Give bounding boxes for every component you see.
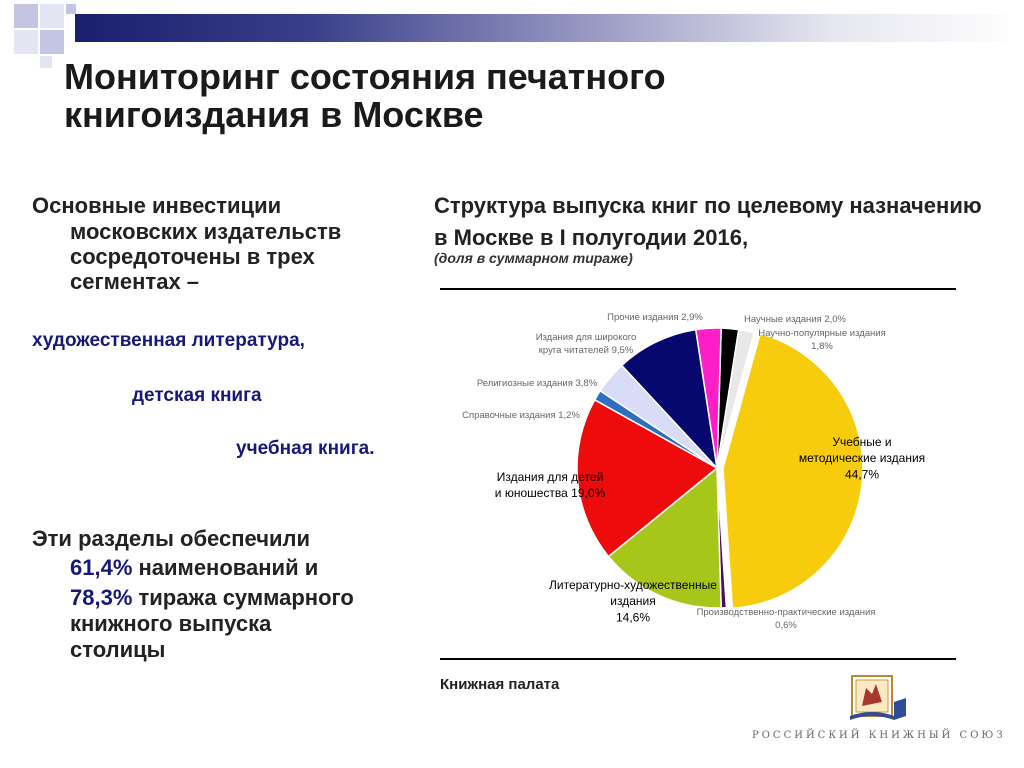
- pie-slice-label: Научные издания 2,0%: [743, 314, 847, 325]
- intro-line: сегментах –: [70, 269, 200, 294]
- pie-slice: [723, 334, 863, 609]
- pie-slice-label: Научно-популярные издания 1,8%: [758, 328, 886, 352]
- result-percent: 61,4%: [70, 555, 133, 580]
- chart-title: Структура выпуска книг по целевому назначению в Москве в I полугодии 2016,: [434, 193, 982, 250]
- result-line: Эти разделы обеспечили: [32, 526, 310, 551]
- pie-slice-label: Литературно-художественные издания 14,6%: [549, 578, 717, 625]
- pie-slices: [577, 328, 863, 608]
- source-label: Книжная палата: [440, 676, 560, 693]
- result-line: книжного выпуска: [70, 611, 272, 636]
- pie-slice-label: Учебные и методические издания 44,7%: [798, 435, 926, 482]
- result-line: столицы: [70, 637, 166, 662]
- segment-education: учебная книга.: [236, 438, 375, 459]
- pie-slice-label: Производственно-практические издания 0,6%: [696, 607, 876, 631]
- pie-slice-label: Прочие издания 2,9%: [607, 312, 703, 323]
- book-union-logo-icon: [846, 672, 912, 722]
- pie-slice-label: Издания для детей и юношества 19,0%: [494, 470, 606, 501]
- chart-subtitle: (доля в суммарном тираже): [434, 250, 633, 266]
- intro-line: Основные инвестиции: [32, 193, 282, 218]
- logo-caption: РОССИЙСКИЙ КНИЖНЫЙ СОЮЗ: [752, 730, 1006, 741]
- pie-slice-label: Издания для широкого круга читателей 9,5%: [535, 332, 637, 356]
- pie-slice-label: Религиозные издания 3,8%: [476, 378, 598, 389]
- slide-title: Мониторинг состояния печатного книгоиздания в Москве: [64, 56, 666, 135]
- intro-line: московских издательств: [70, 219, 342, 244]
- result-text: тиража суммарного: [132, 585, 354, 610]
- result-percent: 78,3%: [70, 585, 133, 610]
- segment-fiction: художественная литература,: [32, 330, 305, 351]
- segment-children: детская книга: [132, 385, 262, 406]
- pie-slice-label: Справочные издания 1,2%: [462, 410, 580, 421]
- result-text: наименований и: [132, 555, 319, 580]
- intro-line: сосредоточены в трех: [70, 244, 315, 269]
